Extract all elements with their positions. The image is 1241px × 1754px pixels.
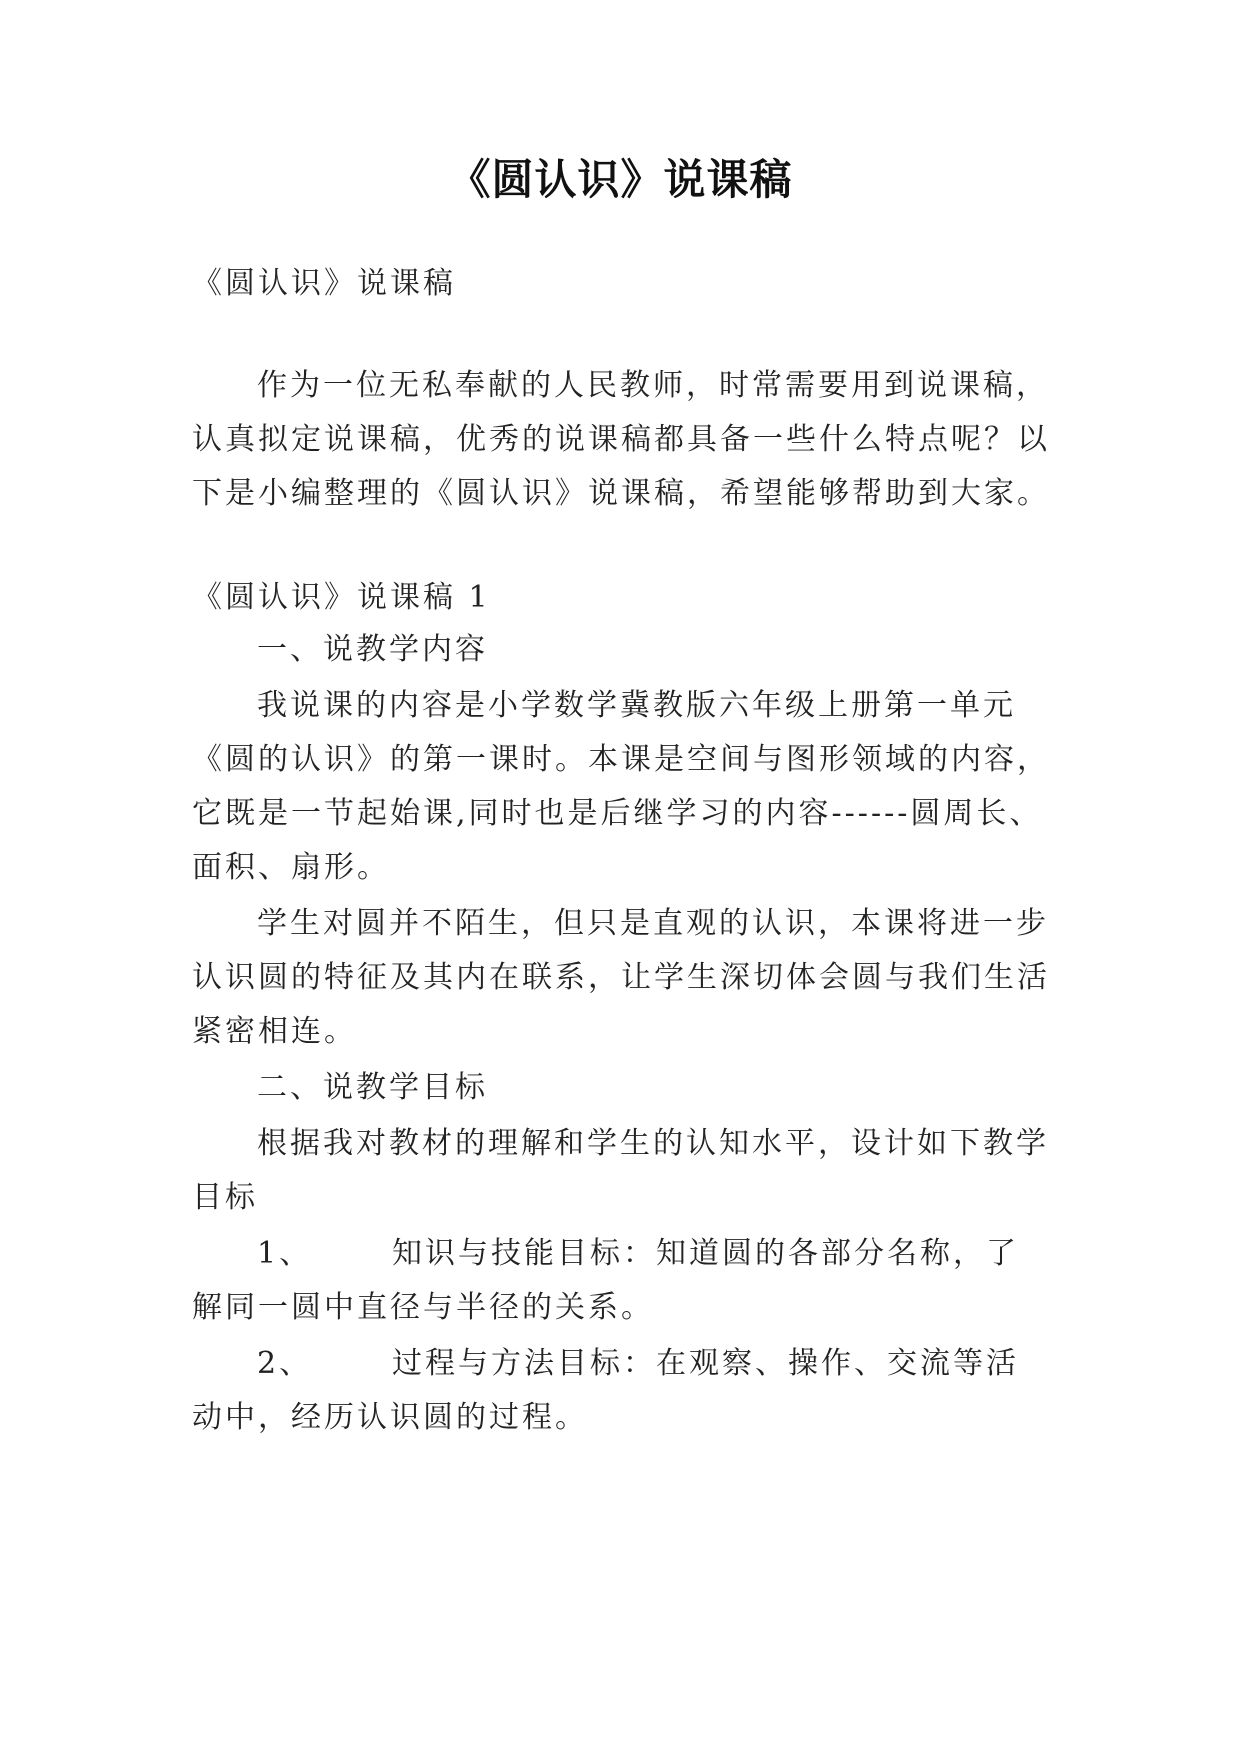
goal1-text: 知识与技能目标：知道圆的各部分名称，了 — [392, 1236, 1019, 1271]
goal1-line-2: 解同一圆中直径与半径的关系。 — [192, 1290, 654, 1325]
intro-line-1: 作为一位无私奉献的人民教师，时常需要用到说课稿， — [257, 368, 1049, 403]
para3-line-2: 目标 — [192, 1180, 258, 1215]
part1-heading: 一、说教学内容 — [257, 632, 488, 667]
para2-line-1: 学生对圆并不陌生，但只是直观的认识，本课将进一步 — [257, 906, 1049, 941]
document-title: 《圆认识》说课稿 — [448, 155, 793, 204]
para2-line-3: 紧密相连。 — [192, 1014, 357, 1049]
para1-line-3: 它既是一节起始课,同时也是后继学习的内容------圆周长、 — [192, 796, 1043, 831]
goal1-line-1 — [257, 1232, 1019, 1276]
para3-line-1: 根据我对教材的理解和学生的认知水平，设计如下教学 — [257, 1126, 1049, 1161]
intro-line-3: 下是小编整理的《圆认识》说课稿，希望能够帮助到大家。 — [192, 476, 1050, 511]
goal1-number: 1、 — [257, 1236, 313, 1271]
goal2-line-1 — [257, 1342, 1019, 1386]
para2-line-2: 认识圆的特征及其内在联系，让学生深切体会圆与我们生活 — [192, 960, 1050, 995]
part2-heading: 二、说教学目标 — [257, 1070, 488, 1105]
goal2-number: 2、 — [257, 1346, 313, 1381]
para1-line-2: 《圆的认识》的第一课时。本课是空间与图形领域的内容， — [192, 742, 1050, 777]
para1-line-1: 我说课的内容是小学数学冀教版六年级上册第一单元 — [257, 688, 1016, 723]
goal2-text: 过程与方法目标：在观察、操作、交流等活 — [392, 1346, 1019, 1381]
goal2-line-2: 动中，经历认识圆的过程。 — [192, 1400, 588, 1435]
section-heading: 《圆认识》说课稿 1 — [192, 580, 491, 615]
intro-line-2: 认真拟定说课稿，优秀的说课稿都具备一些什么特点呢？以 — [192, 422, 1050, 457]
subtitle: 《圆认识》说课稿 — [192, 266, 456, 301]
para1-line-4: 面积、扇形。 — [192, 850, 390, 885]
